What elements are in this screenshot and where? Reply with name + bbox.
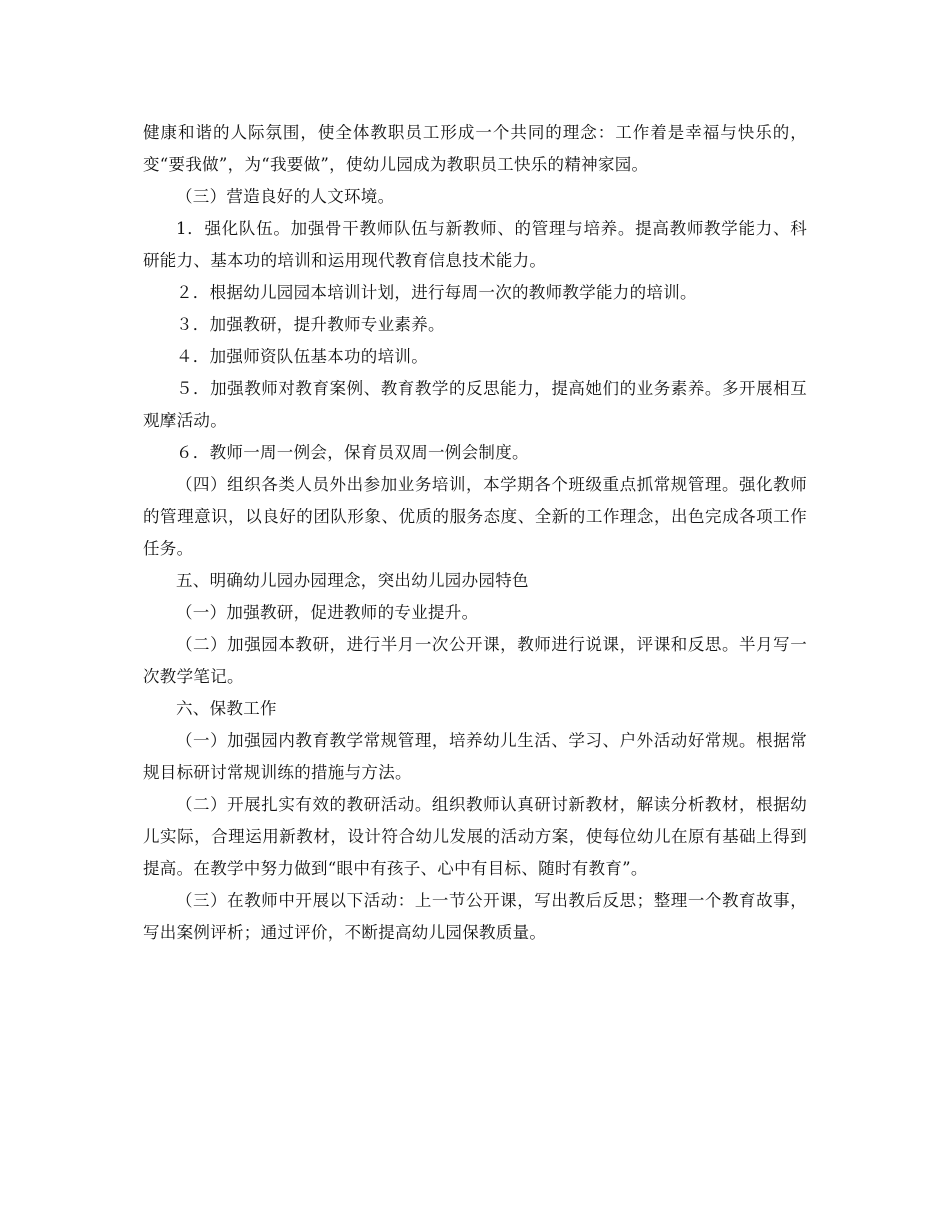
paragraph-item-6: ６．教师一周一例会，保育员双周一例会制度。: [176, 443, 529, 462]
paragraph-heading-4: （四）组织各类人员外出参加业务培训，本学期各个班级重点抓常规管理。强化教师的管理意识，以良好的团队形象、优质的服务态度、全新的工作理念，出色完成各项工作任务。: [143, 475, 807, 558]
section-heading-5: 五、明确幼儿园办园理念，突出幼儿园办园特色: [176, 571, 529, 590]
paragraph-subsection-2: （二）加强园本教研，进行半月一次公开课，教师进行说课，评课和反思。半月写一次教学笔记。: [143, 635, 807, 686]
paragraph-item-4: ４．加强师资队伍基本功的培训。: [176, 347, 428, 366]
paragraph-care-3: （三）在教师中开展以下活动：上一节公开课，写出教后反思；整理一个教育故事，写出案例评析；通过评价，不断提高幼儿园保教质量。: [143, 891, 807, 942]
paragraph-item-1: 1．强化队伍。加强骨干教师队伍与新教师、的管理与培养。提高教师教学能力、科研能力、基本功的培训和运用现代教育信息技术能力。: [143, 219, 807, 270]
paragraph-item-2: ２．根据幼儿园园本培训计划，进行每周一次的教师教学能力的培训。: [176, 283, 697, 302]
section-heading-6: 六、保教工作: [176, 699, 277, 718]
document-body: [143, 117, 807, 949]
paragraph-item-3: ３．加强教研，提升教师专业素养。: [176, 315, 445, 334]
paragraph-continuation: 健康和谐的人际氛围，使全体教职员工形成一个共同的理念：工作着是幸福与快乐的，变“要我做”，为“我要做”，使幼儿园成为教职员工快乐的精神家园。: [143, 123, 807, 174]
paragraph-care-2: （二）开展扎实有效的教研活动。组织教师认真研讨新教材，解读分析教材，根据幼儿实际，合理运用新教材，设计符合幼儿发展的活动方案，使每位幼儿在原有基础上得到提高。在教学中努力做到“眼中有孩子、心中有目标、随时有教育”。: [143, 795, 807, 878]
paragraph-item-5: ５．加强教师对教育案例、教育教学的反思能力，提高她们的业务素养。多开展相互观摩活动。: [143, 379, 807, 430]
paragraph-subsection-1: （一）加强教研，促进教师的专业提升。: [176, 603, 479, 622]
paragraph-heading-3: （三）营造良好的人文环境。: [176, 187, 395, 206]
paragraph-care-1: （一）加强园内教育教学常规管理，培养幼儿生活、学习、户外活动好常规。根据常规目标研讨常规训练的措施与方法。: [143, 731, 807, 782]
